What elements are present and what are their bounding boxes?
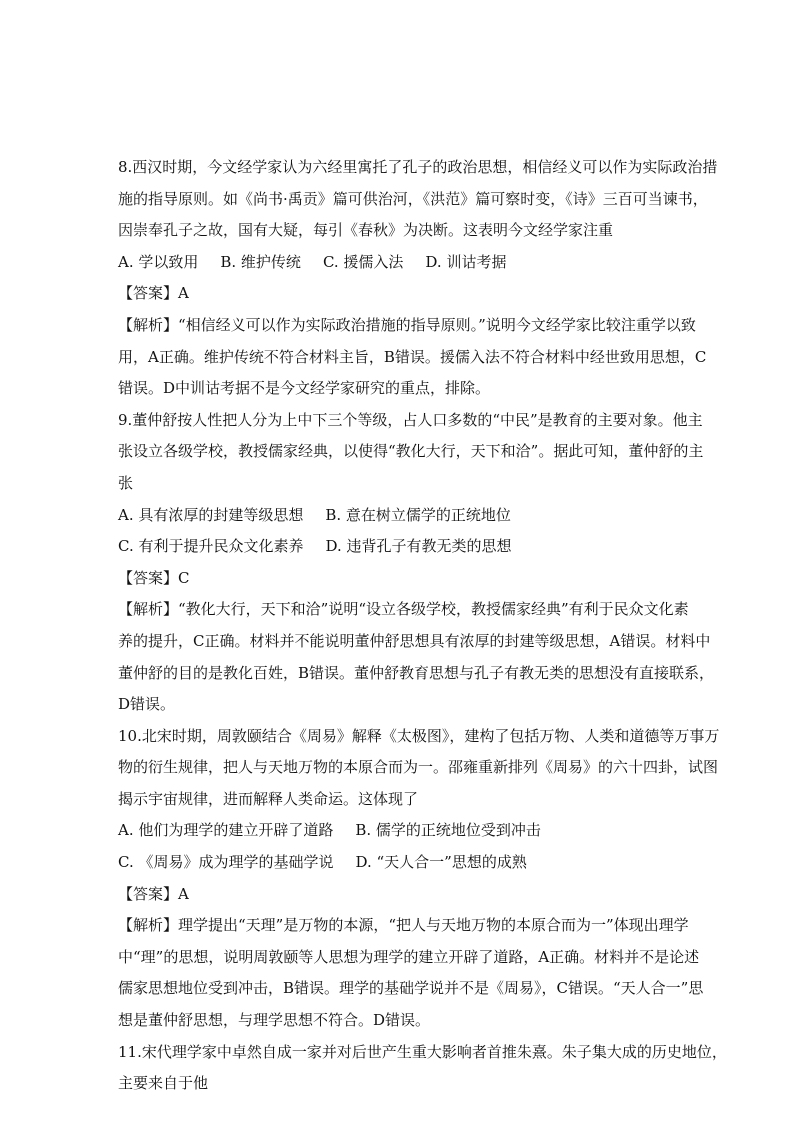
question-stem-line: 11.宋代理学家中卓然自成一家并对后世产生重大影响者首推朱熹。朱子集大成的历史地位， <box>118 1042 727 1061</box>
analysis-line: 【解析】“教化大行，天下和洽”说明“设立各级学校，教授儒家经典”有利于民众文化素 <box>118 600 689 619</box>
question-block <box>118 721 720 1037</box>
question-stem-line: 张 <box>118 473 134 492</box>
answer-option: B. 维护传统 <box>220 252 301 271</box>
answer-line: 【答案】A <box>118 884 189 903</box>
analysis-line: 董仲舒的目的是教化百姓，B错误。董仲舒教育思想与孔子有教无类的思想没有直接联系， <box>118 663 715 682</box>
answer-option: D. “天人合一”思想的成熟 <box>355 853 527 872</box>
options-row <box>118 815 678 847</box>
answer-option: A. 学以致用 <box>118 252 199 271</box>
question-stem-line: 物的衍生规律，把人与天地万物的本原合而为一。邵雍重新排列《周易》的六十四卦，试图 <box>118 758 719 777</box>
analysis-line: 错误。D中训诂考据不是今文经学家研究的重点，排除。 <box>118 379 491 398</box>
question-stem-line: 揭示宇宙规律，进而解释人类命运。这体现了 <box>118 789 419 808</box>
answer-option: C. 《周易》成为理学的基础学说 <box>118 853 334 872</box>
question-stem-line: 8.西汉时期，今文经学家认为六经里寓托了孔子的政治思想，相信经义可以作为实际政治措 <box>118 158 718 176</box>
analysis-line: 养的提升，C正确。材料并不能说明董仲舒思想具有浓厚的封建等级思想，A错误。材料中 <box>118 631 711 650</box>
answer-option: D. 违背孔子有教无类的思想 <box>325 537 512 556</box>
analysis-line: 想是董仲舒思想，与理学思想不符合。D错误。 <box>118 1011 431 1030</box>
answer-option: C. 援儒入法 <box>322 252 404 271</box>
answer-option: B. 意在树立儒学的正统地位 <box>325 505 511 524</box>
question-stem-line: 张设立各级学校，教授儒家经典，以使得“教化大行，天下和洽”。据此可知，董仲舒的主 <box>118 442 704 461</box>
analysis-line: 儒家思想地位受到冲击，B错误。理学的基础学说并不是《周易》，C错误。“天人合一”思 <box>118 979 704 998</box>
analysis-line: 用，A正确。维护传统不符合材料主旨，B错误。援儒入法不符合材料中经世致用思想，C <box>118 347 707 366</box>
answer-line: 【答案】C <box>118 568 190 587</box>
analysis-line: 中“理”的思想，说明周敦颐等人思想为理学的建立开辟了道路，A正确。材料并不是论述 <box>118 947 700 966</box>
options-row <box>118 847 678 879</box>
answer-option: B. 儒学的正统地位受到冲击 <box>355 821 541 840</box>
question-stem-line: 施的指导原则。如《尚书·禹贡》篇可供治河，《洪范》篇可察时变，《诗》三百可当谏书， <box>118 189 708 208</box>
options-row <box>118 247 678 279</box>
answer-line: 【答案】A <box>118 284 189 303</box>
options-row <box>118 500 678 532</box>
answer-option: C. 有利于提升民众文化素养 <box>118 537 304 556</box>
answer-option: D. 训诂考据 <box>425 252 507 271</box>
answer-option: A. 他们为理学的建立开辟了道路 <box>118 821 334 840</box>
question-block <box>118 405 715 721</box>
question-stem-line: 主要来自于他 <box>118 1074 209 1093</box>
question-stem-line: 9.董仲舒按人性把人分为上中下三个等级，占人口多数的“中民”是教育的主要对象。他主 <box>118 410 703 429</box>
question-stem-line: 10.北宋时期，周敦颐结合《周易》解释《太极图》，建构了包括万物、人类和道德等万事万 <box>118 726 720 745</box>
question-block <box>118 1037 727 1100</box>
answer-option: A. 具有浓厚的封建等级思想 <box>118 505 304 524</box>
question-list <box>118 152 727 1100</box>
options-row <box>118 531 678 563</box>
question-stem-line: 因崇奉孔子之故，国有大疑，每引《春秋》为决断。这表明今文经学家注重 <box>118 221 614 240</box>
analysis-line: 【解析】理学提出“天理”是万物的本源，“把人与天地万物的本原合而为一”体现出理学 <box>118 916 689 935</box>
analysis-line: D错误。 <box>118 695 176 714</box>
question-block <box>118 152 718 405</box>
analysis-line: 【解析】“相信经义可以作为实际政治措施的指导原则。”说明今文经学家比较注重学以致 <box>118 315 696 334</box>
